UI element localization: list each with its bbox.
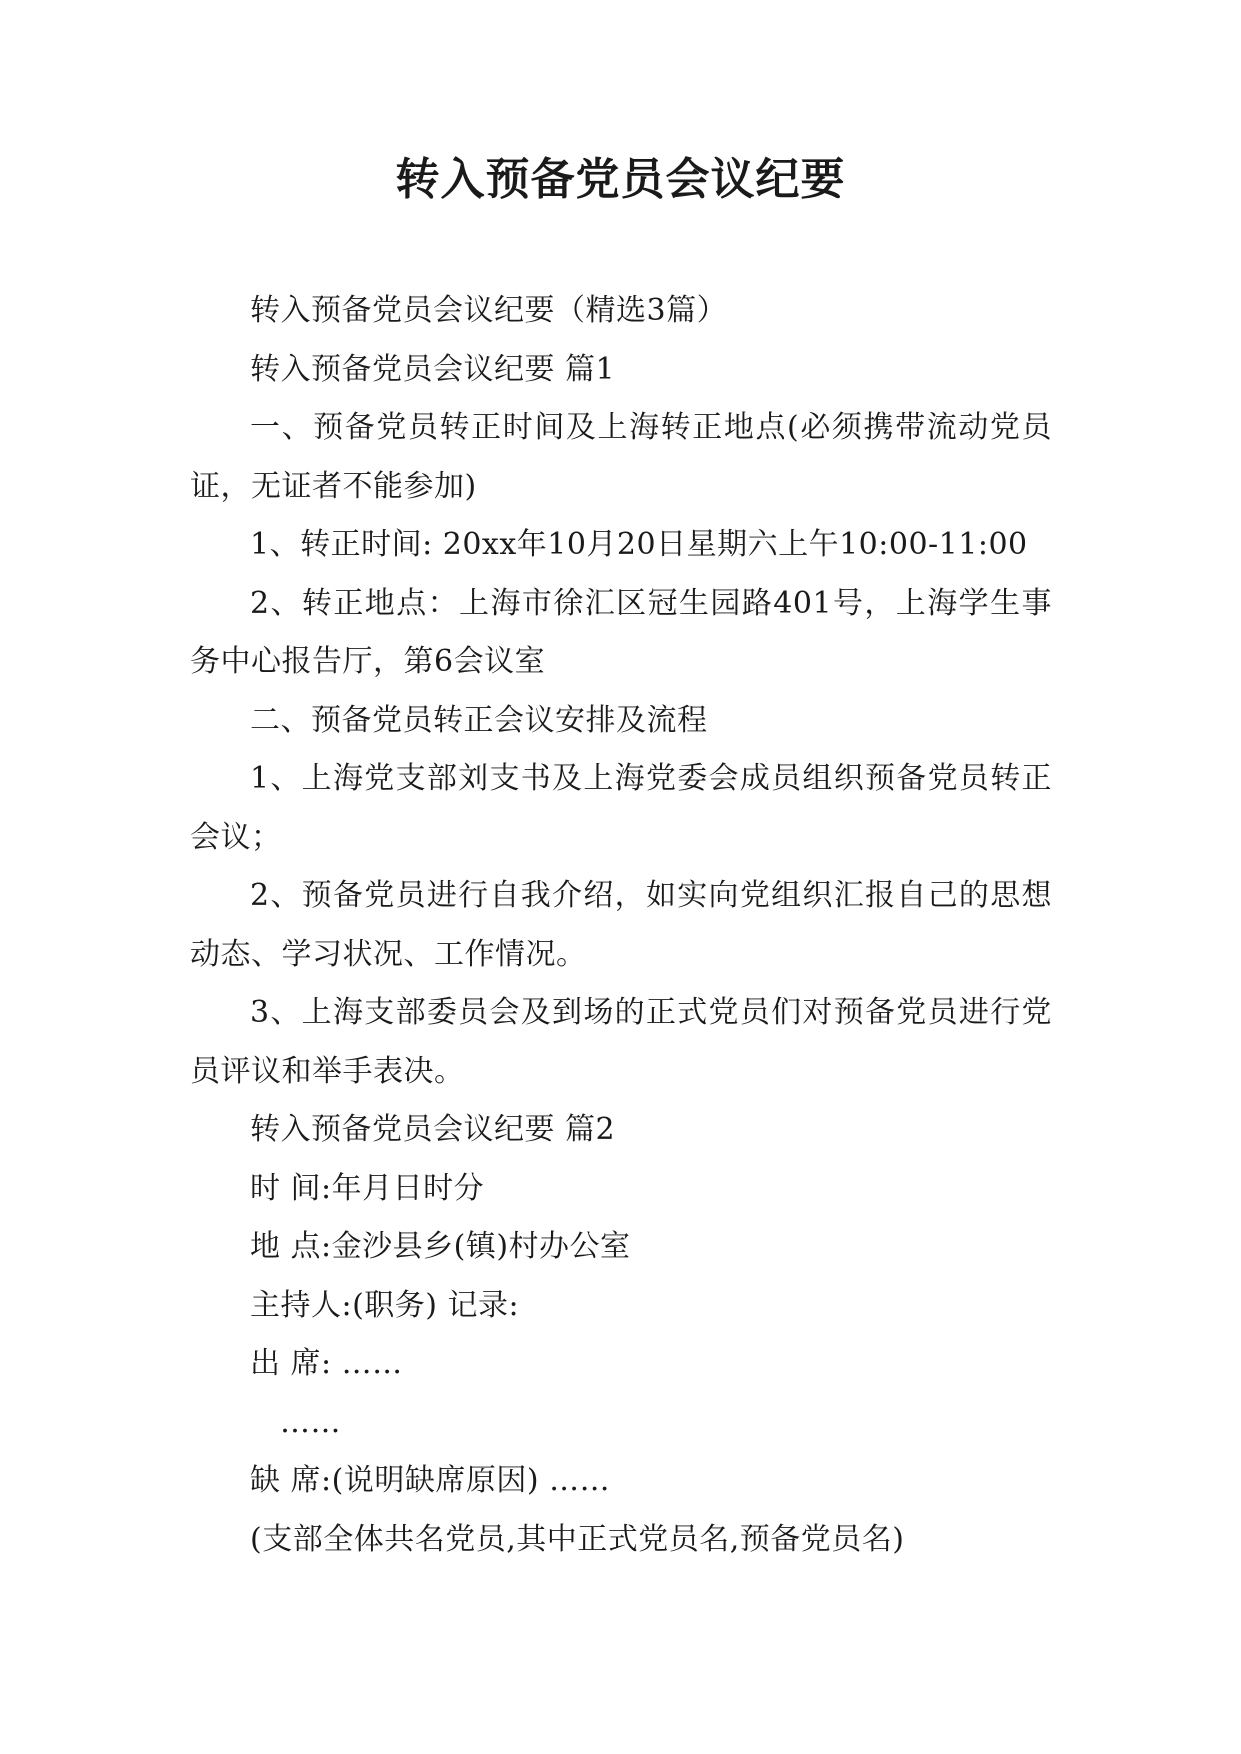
document-subtitle: 转入预备党员会议纪要（精选3篇） [250,293,728,328]
paragraph-meeting-place: 地 点:金沙县乡(镇)村办公室 [250,1229,631,1264]
paragraph-arrangement-step-3: 3、上海支部委员会及到场的正式党员们对预备党员进行党员评议和举手表决。 [190,995,1052,1089]
document-title: 转入预备党员会议纪要 [395,154,846,205]
paragraph-attendees: 出 席: …… [250,1346,403,1381]
paragraph-time-and-place-heading: 一、预备党员转正时间及上海转正地点(必须携带流动党员证，无证者不能参加) [190,410,1052,504]
paragraph-member-count: (支部全体共名党员,其中正式党员名,预备党员名) [250,1521,905,1557]
paragraph-absentees: 缺 席:(说明缺席原因) …… [250,1463,611,1498]
paragraph-arrangement-step-1: 1、上海党支部刘支书及上海党委会成员组织预备党员转正会议； [190,761,1052,855]
paragraph-host-and-recorder: 主持人:(职务) 记录: [250,1287,520,1323]
paragraph-attendees-continued: …… [280,1404,341,1440]
paragraph-conversion-place: 2、转正地点：上海市徐汇区冠生园路401号，上海学生事务中心报告厅，第6会议室 [190,585,1052,679]
paragraph-arrangement-step-2: 2、预备党员进行自我介绍，如实向党组织汇报自己的思想动态、学习状况、工作情况。 [190,878,1052,972]
document-body [190,282,1052,1569]
paragraph-meeting-arrangement-heading: 二、预备党员转正会议安排及流程 [250,702,708,738]
section-heading-part-1: 转入预备党员会议纪要 篇1 [250,351,616,387]
section-heading-part-2: 转入预备党员会议纪要 篇2 [250,1112,616,1147]
paragraph-meeting-time: 时 间:年月日时分 [250,1170,485,1206]
paragraph-conversion-time: 1、转正时间: 20xx年10月20日星期六上午10:00-11:00 [250,527,1028,562]
